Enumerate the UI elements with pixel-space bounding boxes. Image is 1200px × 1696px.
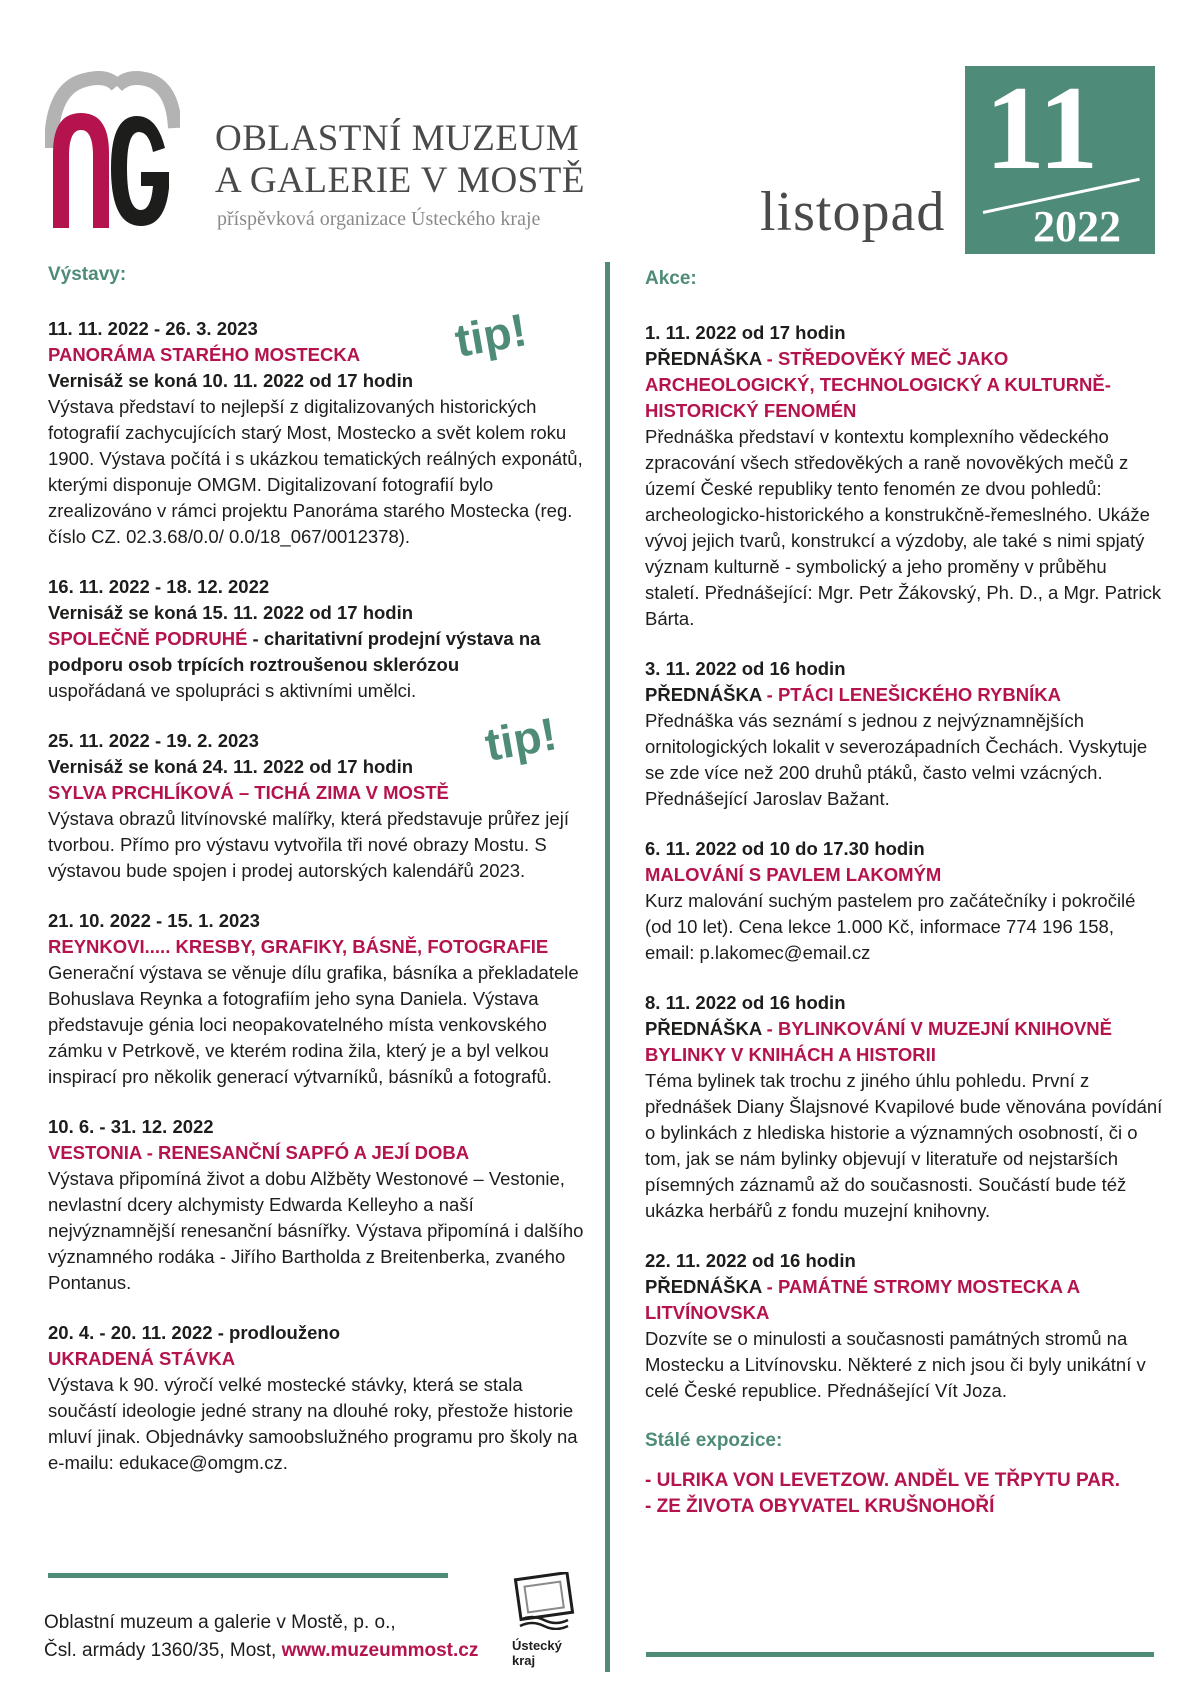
exhibition-date: 21. 10. 2022 - 15. 1. 2023 <box>48 910 260 931</box>
event-item <box>645 320 1165 632</box>
event-item <box>645 656 1165 812</box>
event-desc: Dozvíte se o minulosti a současnosti památných stromů na Mostecku a Litvínovsku. Některé z nich jsou či byly unikátní v celé České republice. Přednášející Vít Joza. <box>645 1328 1146 1401</box>
event-title-line: PŘEDNÁŠKA - BYLINKOVÁNÍ V MUZEJNÍ KNIHOVNĚ BYLINKY V KNIHÁCH A HISTORII <box>645 1018 1113 1065</box>
exhibition-title-line <box>48 626 593 678</box>
exhibition-title: REYNKOVI..... KRESBY, GRAFIKY, BÁSNĚ, FOTOGRAFIE <box>48 936 549 957</box>
exhibition-vernisaz: Vernisáž se koná 10. 11. 2022 od 17 hodin <box>48 370 414 391</box>
exhibition-item <box>48 1320 593 1476</box>
footer-line2: Čsl. armády 1360/35, Most, <box>44 1640 282 1661</box>
exhibition-title: VESTONIA - RENESANČNÍ SAPFÓ A JEJÍ DOBA <box>48 1142 470 1163</box>
exhibition-desc: Výstava obrazů litvínovské malířky, která představuje průřez její tvorbou. Přímo pro výstavu vytvořila tři nové obrazy Mostu. S výstavou bude spojen i prodej autorských kalendářů 2023. <box>48 808 569 881</box>
org-name-line2: A GALERIE V MOSTĚ <box>215 160 585 201</box>
event-title-line: PŘEDNÁŠKA - STŘEDOVĚKÝ MEČ JAKO ARCHEOLOGICKÝ, TECHNOLOGICKÝ A KULTURNĚ-HISTORICKÝ FENOMÉN <box>645 348 1111 421</box>
event-title-line: PŘEDNÁŠKA - PAMÁTNÉ STROMY MOSTECKA A LITVÍNOVSKA <box>645 1276 1080 1323</box>
month-number: 11 <box>985 61 1099 194</box>
event-title: PTÁCI LENEŠICKÉHO RYBNÍKA <box>777 684 1061 705</box>
exhibition-item <box>48 908 593 1090</box>
event-desc: Přednáška představí v kontextu komplexního vědeckého zpracování všech středověkých a raně novověkých mečů z území České republiky tento fenomén ze dvou pohledů: archeologicko-historického a konstrukčně-řemeslného. Ukáže vývoj jejich tvarů, konstrukcí a výzdoby, ale také s nimi spjatý význam kulturně - symbolický a jeho proměny v průběhu staletí. Přednášející: Mgr. Petr Žákovský, Ph. D., a Mgr. Patrick Bárta. <box>645 426 1162 629</box>
event-title: PAMÁTNÉ STROMY MOSTECKA A LITVÍNOVSKA <box>645 1276 1080 1323</box>
footer-address <box>44 1609 478 1665</box>
permanent-list <box>645 1468 1165 1520</box>
exhibition-title: SPOLEČNĚ PODRUHÉ <box>48 628 248 649</box>
event-date: 8. 11. 2022 od 16 hodin <box>645 992 846 1013</box>
month-name: listopad <box>760 181 946 243</box>
footer-line1: Oblastní muzeum a galerie v Mostě, p. o., <box>44 1612 396 1633</box>
exhibition-date: 11. 11. 2022 - 26. 3. 2023 <box>48 318 258 339</box>
tip-badge: tip! <box>481 707 561 771</box>
org-name <box>215 118 585 202</box>
exhibition-title-rest: - charitativní prodejní výstava na podporu osob trpících roztroušenou sklerózou <box>48 628 541 675</box>
event-desc: Téma bylinek tak trochu z jiného úhlu pohledu. První z přednášek Diany Šlajsnové Kvapilové bude věnována povídání o bylinkách z hlediska historie a významných osobností, či o tom, jak se nám bylinky objevují v literatuře od nejstarších písemných záznamů až do současnosti. Součástí bude též ukázka herbářů z fondu muzejní knihovny. <box>645 1070 1163 1221</box>
event-title-line: PŘEDNÁŠKA - PTÁCI LENEŠICKÉHO RYBNÍKA <box>645 684 1061 705</box>
exhibitions-column <box>48 262 593 1500</box>
exhibition-desc: Generační výstava se věnuje dílu grafika, básníka a překladatele Bohuslava Reynka a fotografiím jeho syna Daniela. Výstava představuje génia loci neopakovatelného místa venkovského zámku v Petrkově, ve kterém rodina žila, který je a byl velkou inspirací pro několik generací výtvarníků, básníků a fotografů. <box>48 962 579 1087</box>
event-type: PŘEDNÁŠKA <box>645 1276 762 1297</box>
event-title: BYLINKOVÁNÍ V MUZEJNÍ KNIHOVNĚ BYLINKY V KNIHÁCH A HISTORII <box>645 1018 1113 1065</box>
event-date: 6. 11. 2022 od 10 do 17.30 hodin <box>645 838 925 859</box>
exhibition-date: 20. 4. - 20. 11. 2022 - prodlouženo <box>48 1322 340 1343</box>
exhibition-title: SYLVA PRCHLÍKOVÁ – TICHÁ ZIMA V MOSTĚ <box>48 782 449 803</box>
event-desc: Přednáška vás seznámí s jednou z nejvýznamnějších ornitologických lokalit v severozápadních Čechách. Vyskytuje se zde více než 200 druhů ptáků, často velmi vzácných. Přednášející Jaroslav Bažant. <box>645 710 1148 809</box>
org-subtitle: příspěvková organizace Ústeckého kraje <box>217 208 541 230</box>
exhibition-desc: Výstava připomíná život a dobu Alžběty Westonové – Vestonie, nevlastní dcery alchymisty Edwarda Kelleyho a naší nejvýznamnější renesanční básnířky. Výstava připomíná i dalšího významného rodáka - Jiřího Bartholda z Breitenberka, zvaného Pontanus. <box>48 1168 584 1293</box>
org-name-line1: OBLASTNÍ MUZEUM <box>215 118 580 159</box>
event-title: MALOVÁNÍ S PAVLEM LAKOMÝM <box>645 864 942 885</box>
events-column <box>645 266 1165 1520</box>
permanent-heading: Stálé expozice: <box>645 1430 783 1451</box>
exhibition-date: 16. 11. 2022 - 18. 12. 2022 <box>48 576 270 597</box>
exhibition-item <box>48 574 593 704</box>
museum-logo <box>45 68 180 233</box>
ustecky-kraj-label: Ústecký kraj <box>512 1638 562 1668</box>
event-date: 3. 11. 2022 od 16 hodin <box>645 658 846 679</box>
event-item <box>645 1248 1165 1404</box>
right-footer-bar <box>646 1652 1154 1657</box>
exhibition-item <box>48 1114 593 1296</box>
event-item <box>645 836 1165 966</box>
left-footer-bar <box>48 1573 448 1578</box>
month-year: 2022 <box>1033 202 1121 251</box>
permanent-item: - ULRIKA VON LEVETZOW. ANDĚL VE TŘPYTU PAR. <box>645 1470 1121 1491</box>
exhibition-title: PANORÁMA STARÉHO MOSTECKA <box>48 344 361 365</box>
event-type: PŘEDNÁŠKA <box>645 684 762 705</box>
event-date: 1. 11. 2022 od 17 hodin <box>645 322 846 343</box>
exhibition-desc: Výstava k 90. výročí velké mostecké stávky, která se stala součástí ideologie jedné strany na dlouhé roky, přestože historie mluví jinak. Objednávky samoobslužného programu pro školy na e-mailu: edukace@omgm.cz. <box>48 1374 578 1473</box>
footer-line2-wrap <box>44 1637 478 1665</box>
ustecky-kraj-logo-icon <box>512 1572 576 1630</box>
tip-badge: tip! <box>451 303 531 367</box>
exhibition-date: 10. 6. - 31. 12. 2022 <box>48 1116 214 1137</box>
website-link[interactable]: www.muzeummost.cz <box>281 1640 479 1661</box>
event-desc: Kurz malování suchým pastelem pro začátečníky i pokročilé (od 10 let). Cena lekce 1.000 Kč, informace 774 196 158, email: p.lakomec@email.cz <box>645 890 1136 963</box>
exhibition-vernisaz: Vernisáž se koná 24. 11. 2022 od 17 hodin <box>48 756 414 777</box>
exhibition-item <box>48 728 593 884</box>
permanent-item: - ZE ŽIVOTA OBYVATEL KRUŠNOHOŘÍ <box>645 1496 995 1517</box>
exhibition-vernisaz: Vernisáž se koná 15. 11. 2022 od 17 hodin <box>48 602 414 623</box>
exhibition-desc: Výstava představí to nejlepší z digitalizovaných historických fotografií zachycujících starý Most, Mostecko a svět kolem roku 1900. Výstava počítá i s ukázkou tematických reálných exponátů, kterými disponuje OMGM. Digitalizovaní fotografií bylo zrealizováno v rámci projektu Panoráma starého Mostecka (reg. číslo CZ. 02.3.68/0.0/ 0.0/18_067/0012378). <box>48 396 583 547</box>
event-date: 22. 11. 2022 od 16 hodin <box>645 1250 856 1271</box>
events-heading: Akce: <box>645 268 697 289</box>
event-title: STŘEDOVĚKÝ MEČ JAKO ARCHEOLOGICKÝ, TECHNOLOGICKÝ A KULTURNĚ-HISTORICKÝ FENOMÉN <box>645 348 1111 421</box>
month-badge <box>965 61 1155 254</box>
column-divider <box>605 262 610 1672</box>
exhibition-desc: uspořádaná ve spolupráci s aktivními umělci. <box>48 680 417 701</box>
event-type: PŘEDNÁŠKA <box>645 1018 762 1039</box>
exhibition-title: UKRADENÁ STÁVKA <box>48 1348 236 1369</box>
event-type: PŘEDNÁŠKA <box>645 348 762 369</box>
exhibition-date: 25. 11. 2022 - 19. 2. 2023 <box>48 730 259 751</box>
exhibition-item <box>48 316 593 550</box>
event-item <box>645 990 1165 1224</box>
exhibitions-heading: Výstavy: <box>48 264 127 285</box>
